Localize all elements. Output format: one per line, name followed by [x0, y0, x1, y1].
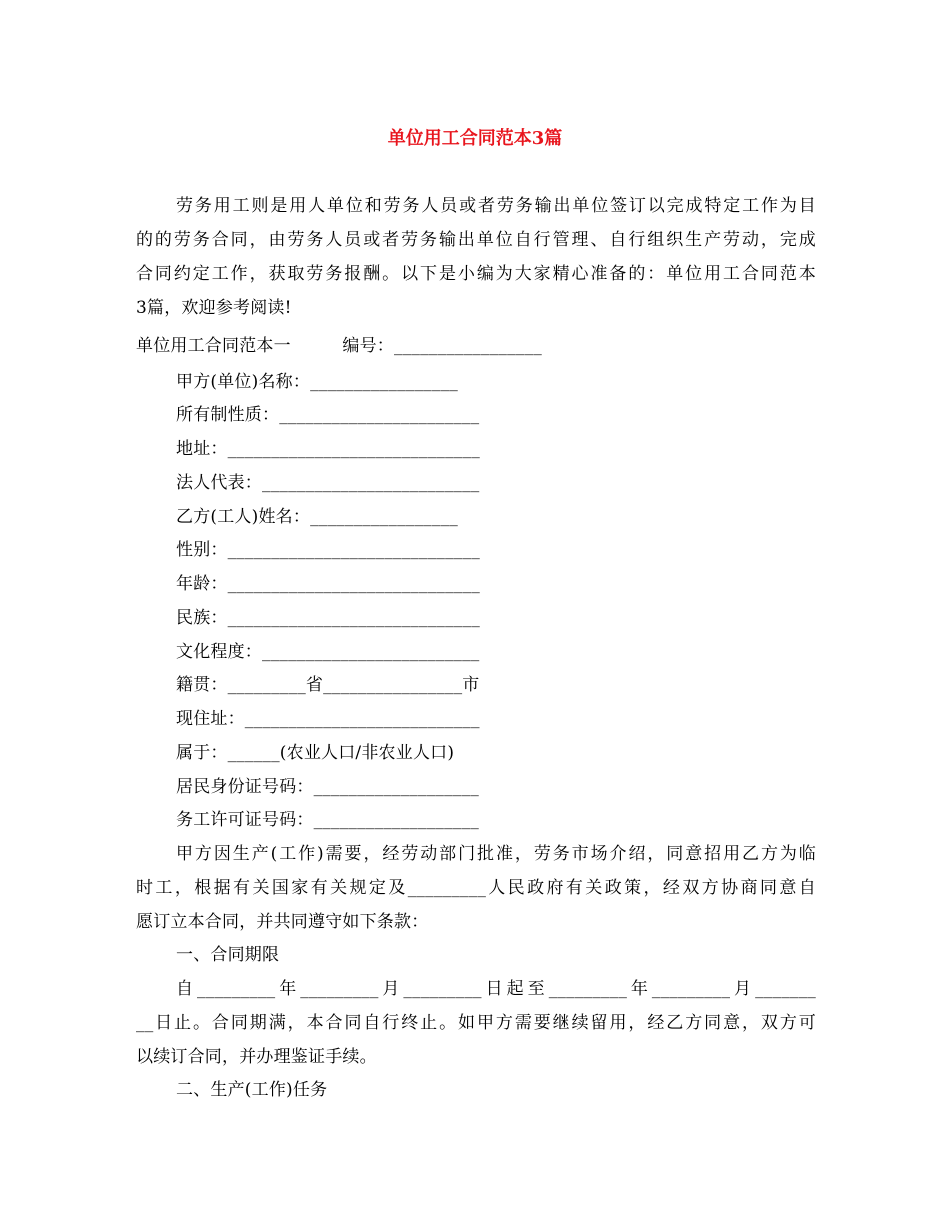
field-work-permit: 务工许可证号码：___________________: [176, 810, 479, 830]
field-age: 年龄：_____________________________: [176, 574, 480, 594]
field-gender: 性别：_____________________________: [176, 540, 480, 560]
intro-line-1: 劳务用工则是用人单位和劳务人员或者劳务输出单位签订以完成特定工作为目: [176, 196, 816, 216]
intro-line-2: 的的劳务合同，由劳务人员或者劳务输出单位自行管理、自行组织生产劳动，完成: [136, 230, 816, 250]
term-line-1: 自_________年_________月_________日起至_________年_________月_______: [176, 979, 816, 999]
section-heading-2: 二、生产(工作)任务: [176, 1080, 328, 1100]
section-heading-1: 一、合同期限: [176, 945, 280, 965]
field-household-type: 属于：______(农业人口/非农业人口): [176, 743, 455, 763]
field-ethnicity: 民族：_____________________________: [176, 608, 480, 628]
field-address: 地址：_____________________________: [176, 439, 480, 459]
body-line-2: 时工，根据有关国家有关规定及_________人民政府有关政策，经双方协商同意自: [136, 878, 816, 898]
term-line-3: 以续订合同，并办理鉴证手续。: [136, 1047, 377, 1067]
field-education: 文化程度：_________________________: [176, 642, 480, 662]
document-title: 单位用工合同范本3篇: [387, 128, 563, 149]
term-line-2: __日止。合同期满，本合同自行终止。如甲方需要继续留用，经乙方同意，双方可: [136, 1013, 816, 1033]
field-party-a-name: 甲方(单位)名称：_________________: [176, 372, 458, 392]
contract-heading-line: 单位用工合同范本一 编号：_________________: [136, 336, 542, 356]
body-line-3: 愿订立本合同，并共同遵守如下条款：: [136, 912, 429, 932]
body-line-1: 甲方因生产(工作)需要，经劳动部门批准，劳务市场介绍，同意招用乙方为临: [176, 844, 816, 864]
field-ownership: 所有制性质：_______________________: [176, 405, 480, 425]
field-party-b-name: 乙方(工人)姓名：_________________: [176, 507, 458, 527]
field-current-address: 现住址：___________________________: [176, 709, 480, 729]
field-native-place: 籍贯：_________省________________市: [176, 675, 480, 695]
field-id-number: 居民身份证号码：___________________: [176, 777, 479, 797]
intro-line-4: 3篇，欢迎参考阅读!: [136, 298, 292, 318]
intro-line-3: 合同约定工作，获取劳务报酬。以下是小编为大家精心准备的：单位用工合同范本: [136, 264, 816, 284]
field-legal-rep: 法人代表：_________________________: [176, 473, 480, 493]
